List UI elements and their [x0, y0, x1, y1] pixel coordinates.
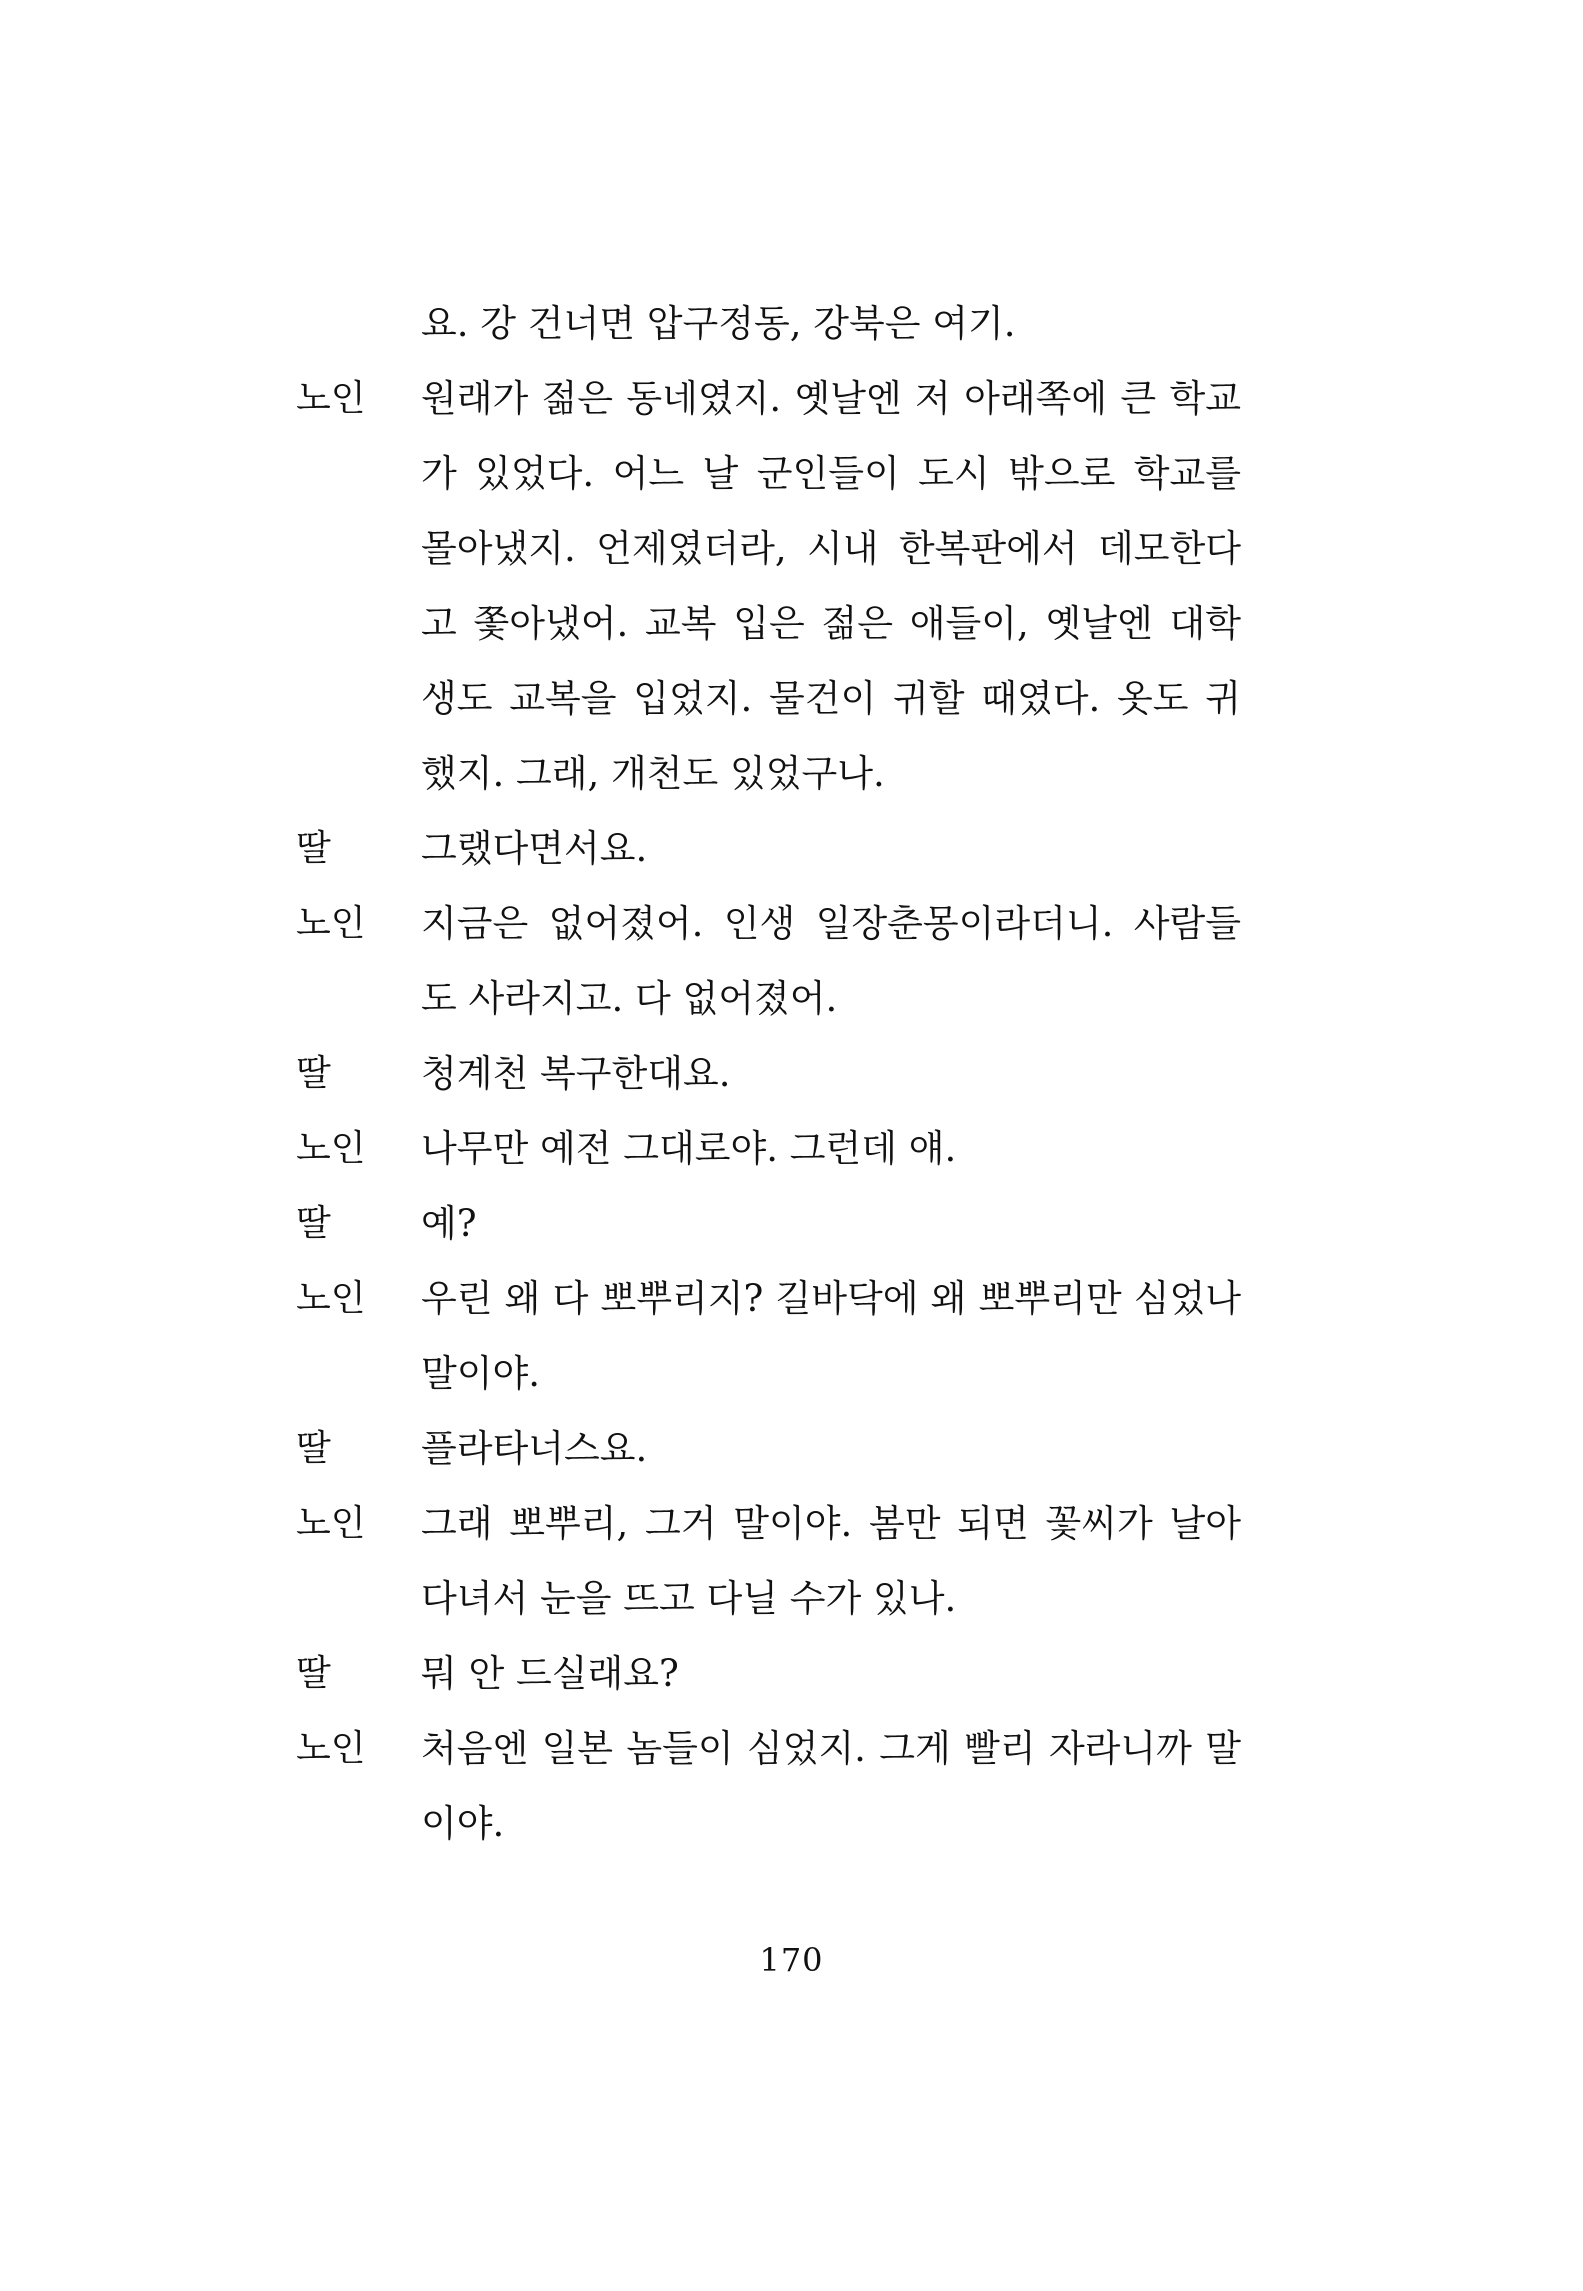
dialogue-line: 그랬다면서요. — [421, 827, 648, 870]
dialogue-turn — [296, 1261, 1246, 1411]
dialogue-line: 지금은 없어졌어. 인생 일장춘몽이라더니. 사람들도 사라지고. 다 없어졌어. — [421, 902, 1241, 1020]
speaker-name: 노인 — [296, 1503, 366, 1544]
speaker-name: 노인 — [296, 1128, 366, 1169]
dialogue-line: 예? — [421, 1202, 477, 1245]
dialogue-line: 우린 왜 다 뽀뿌리지? 길바닥에 왜 뽀뿌리만 심었나 말이야. — [421, 1277, 1241, 1395]
dialogue-turn — [296, 1111, 1246, 1186]
page-number: 170 — [759, 1941, 824, 1979]
speaker-name: 노인 — [296, 1728, 366, 1769]
speaker-name: 딸 — [296, 1203, 331, 1244]
dialogue-line: 플라타너스요. — [421, 1427, 648, 1470]
dialogue-turn — [296, 361, 1246, 811]
dialogue-line: 그래 뽀뿌리, 그거 말이야. 봄만 되면 꽃씨가 날아다녀서 눈을 뜨고 다닐 수가 있나. — [421, 1502, 1241, 1620]
dialogue-turn — [296, 1186, 1246, 1261]
speaker-name: 노인 — [296, 903, 366, 944]
speaker-name: 딸 — [296, 1053, 331, 1094]
dialogue-turn — [296, 1711, 1246, 1861]
dialogue-line: 청계천 복구한대요. — [421, 1052, 731, 1095]
dialogue-line: 뭐 안 드실래요? — [421, 1652, 679, 1695]
dialogue-turn — [296, 1636, 1246, 1711]
speaker-name: 노인 — [296, 1278, 366, 1319]
speaker-name: 딸 — [296, 1428, 331, 1469]
speaker-name: 딸 — [296, 1653, 331, 1694]
dialogue-line: 나무만 예전 그대로야. 그런데 얘. — [421, 1127, 957, 1170]
play-script — [296, 286, 1246, 1861]
speaker-name: 딸 — [296, 828, 331, 869]
dialogue-turn — [296, 886, 1246, 1036]
dialogue-line: 처음엔 일본 놈들이 심었지. 그게 빨리 자라니까 말이야. — [421, 1727, 1241, 1845]
continued-line: 요. 강 건너면 압구정동, 강북은 여기. — [421, 302, 1016, 345]
dialogue-turn — [296, 811, 1246, 886]
dialogue-turn — [296, 1411, 1246, 1486]
dialogue-turn — [296, 1486, 1246, 1636]
speaker-name: 노인 — [296, 378, 366, 419]
dialogue-turn — [296, 1036, 1246, 1111]
dialogue-line: 원래가 젊은 동네였지. 옛날엔 저 아래쪽에 큰 학교가 있었다. 어느 날 군인들이 도시 밖으로 학교를 몰아냈지. 언제였더라, 시내 한복판에서 데모한다고 쫓아냈어. 교복 입은 젊은 애들이, 옛날엔 대학생도 교복을 입었지. 물건이 귀할 때였다. 옷도 귀했지. 그래, 개천도 있었구나. — [421, 377, 1241, 795]
